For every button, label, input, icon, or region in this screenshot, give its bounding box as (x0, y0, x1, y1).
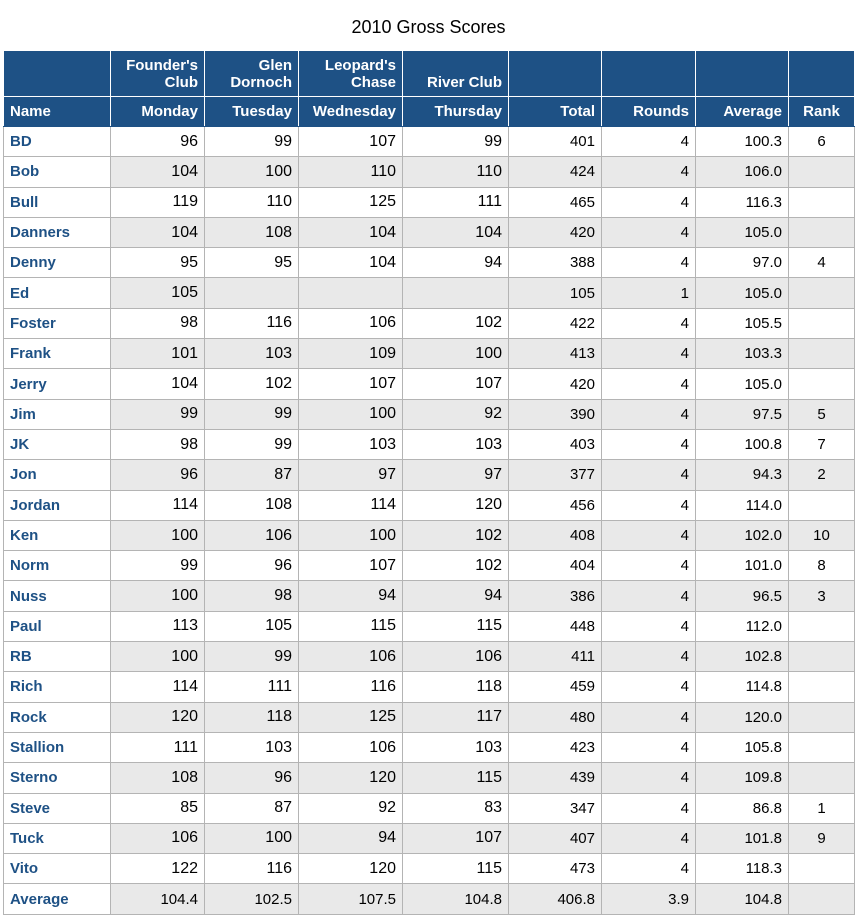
stat-cell: 96.5 (696, 581, 789, 611)
player-name: Stallion (4, 732, 111, 762)
column-header-cell: Average (696, 97, 789, 127)
rank-cell (789, 854, 855, 884)
score-cell: 118 (205, 702, 299, 732)
stat-cell: 4 (602, 248, 696, 278)
score-cell: 99 (205, 127, 299, 157)
stat-cell: 102.8 (696, 642, 789, 672)
rank-cell (789, 187, 855, 217)
score-cell: 103 (205, 732, 299, 762)
score-cell: 116 (299, 672, 403, 702)
score-cell: 96 (205, 763, 299, 793)
rank-cell: 4 (789, 248, 855, 278)
score-cell: 125 (299, 187, 403, 217)
player-name: Rock (4, 702, 111, 732)
rank-cell: 9 (789, 823, 855, 853)
course-header-cell (789, 51, 855, 97)
stat-cell: 4 (602, 551, 696, 581)
score-cell: 95 (205, 248, 299, 278)
score-cell: 92 (299, 793, 403, 823)
player-name: Norm (4, 551, 111, 581)
stat-cell: 4 (602, 763, 696, 793)
stat-cell: 413 (509, 339, 602, 369)
player-name: Ken (4, 520, 111, 550)
stat-cell: 4 (602, 732, 696, 762)
page-title: 2010 Gross Scores (351, 17, 506, 37)
score-cell: 104 (111, 217, 205, 247)
score-cell: 99 (205, 399, 299, 429)
stat-cell: 448 (509, 611, 602, 641)
player-name: Bob (4, 157, 111, 187)
course-header-cell (4, 51, 111, 97)
table-row (4, 611, 855, 641)
rank-cell (789, 763, 855, 793)
score-cell: 104 (111, 369, 205, 399)
score-cell: 108 (205, 490, 299, 520)
table-row (4, 460, 855, 490)
score-cell: 107.5 (299, 884, 403, 914)
stat-cell: 388 (509, 248, 602, 278)
stat-cell: 4 (602, 490, 696, 520)
stat-cell: 4 (602, 399, 696, 429)
player-name: Steve (4, 793, 111, 823)
stat-cell: 105.0 (696, 217, 789, 247)
table-row (4, 490, 855, 520)
score-cell: 106 (299, 732, 403, 762)
score-cell: 100 (299, 399, 403, 429)
table-row (4, 732, 855, 762)
rank-cell: 1 (789, 793, 855, 823)
stat-cell: 105.0 (696, 369, 789, 399)
rank-cell: 8 (789, 551, 855, 581)
stat-cell: 465 (509, 187, 602, 217)
score-cell: 108 (205, 217, 299, 247)
column-header-rank: Rank (789, 97, 855, 127)
table-row (4, 823, 855, 853)
rank-cell: 10 (789, 520, 855, 550)
table-row (4, 127, 855, 157)
stat-cell: 4 (602, 642, 696, 672)
score-cell: 107 (299, 127, 403, 157)
score-cell: 92 (403, 399, 509, 429)
stat-cell: 401 (509, 127, 602, 157)
table-row (4, 399, 855, 429)
score-cell: 105 (111, 278, 205, 308)
player-name: Jon (4, 460, 111, 490)
column-header-name: Name (4, 97, 111, 127)
player-name: Denny (4, 248, 111, 278)
stat-cell: 4 (602, 520, 696, 550)
score-cell: 110 (299, 157, 403, 187)
score-cell: 109 (299, 339, 403, 369)
player-name: Danners (4, 217, 111, 247)
stat-cell: 473 (509, 854, 602, 884)
player-name: Foster (4, 308, 111, 338)
stat-cell: 347 (509, 793, 602, 823)
score-cell: 120 (403, 490, 509, 520)
table-row (4, 248, 855, 278)
table-row (4, 429, 855, 459)
stat-cell: 4 (602, 217, 696, 247)
score-cell: 118 (403, 672, 509, 702)
score-cell: 103 (403, 732, 509, 762)
column-header-cell: Wednesday (299, 97, 403, 127)
stat-cell: 103.3 (696, 339, 789, 369)
stat-cell: 114.8 (696, 672, 789, 702)
stat-cell: 439 (509, 763, 602, 793)
stat-cell: 4 (602, 339, 696, 369)
player-name: Nuss (4, 581, 111, 611)
rank-cell (789, 339, 855, 369)
stat-cell: 4 (602, 429, 696, 459)
score-cell: 98 (205, 581, 299, 611)
score-cell: 102.5 (205, 884, 299, 914)
score-cell: 120 (299, 854, 403, 884)
stat-cell: 390 (509, 399, 602, 429)
rank-cell (789, 732, 855, 762)
rank-cell: 2 (789, 460, 855, 490)
score-cell: 115 (403, 763, 509, 793)
score-cell: 102 (205, 369, 299, 399)
course-header-cell (602, 51, 696, 97)
score-cell: 95 (111, 248, 205, 278)
stat-cell: 420 (509, 217, 602, 247)
score-cell: 111 (205, 672, 299, 702)
player-name: Jim (4, 399, 111, 429)
stat-cell: 4 (602, 157, 696, 187)
score-cell: 115 (403, 611, 509, 641)
score-cell: 99 (205, 429, 299, 459)
score-cell: 99 (403, 127, 509, 157)
score-cell: 120 (111, 702, 205, 732)
stat-cell: 94.3 (696, 460, 789, 490)
rank-cell (789, 369, 855, 399)
score-cell: 87 (205, 793, 299, 823)
stat-cell: 4 (602, 854, 696, 884)
score-cell: 120 (299, 763, 403, 793)
stat-cell: 377 (509, 460, 602, 490)
rank-cell (789, 308, 855, 338)
stat-cell: 4 (602, 581, 696, 611)
player-name: Average (4, 884, 111, 914)
stat-cell: 120.0 (696, 702, 789, 732)
score-cell: 102 (403, 520, 509, 550)
score-cell: 104 (299, 248, 403, 278)
player-name: Jordan (4, 490, 111, 520)
score-cell: 96 (205, 551, 299, 581)
rank-cell: 5 (789, 399, 855, 429)
stat-cell: 105.0 (696, 278, 789, 308)
score-cell: 103 (403, 429, 509, 459)
stat-cell: 408 (509, 520, 602, 550)
table-row (4, 187, 855, 217)
stat-cell: 4 (602, 369, 696, 399)
course-header-cell: Leopard's Chase (299, 51, 403, 97)
stat-cell: 4 (602, 308, 696, 338)
score-cell: 99 (205, 642, 299, 672)
stat-cell: 480 (509, 702, 602, 732)
score-cell: 116 (205, 854, 299, 884)
score-cell: 111 (111, 732, 205, 762)
stat-cell: 100.8 (696, 429, 789, 459)
table-row (4, 702, 855, 732)
stat-cell: 406.8 (509, 884, 602, 914)
stat-cell: 118.3 (696, 854, 789, 884)
score-cell: 85 (111, 793, 205, 823)
stat-cell: 4 (602, 823, 696, 853)
average-row (4, 884, 855, 914)
score-cell: 107 (299, 551, 403, 581)
score-cell (403, 278, 509, 308)
stat-cell: 105.8 (696, 732, 789, 762)
stat-cell: 116.3 (696, 187, 789, 217)
rank-cell (789, 157, 855, 187)
stat-cell: 105.5 (696, 308, 789, 338)
score-cell: 114 (111, 490, 205, 520)
score-cell: 107 (299, 369, 403, 399)
stat-cell: 456 (509, 490, 602, 520)
score-cell: 125 (299, 702, 403, 732)
rank-cell (789, 278, 855, 308)
stat-cell: 112.0 (696, 611, 789, 641)
score-cell: 106 (111, 823, 205, 853)
score-cell: 107 (403, 369, 509, 399)
stat-cell: 403 (509, 429, 602, 459)
stat-cell: 404 (509, 551, 602, 581)
stat-cell: 420 (509, 369, 602, 399)
score-cell: 116 (205, 308, 299, 338)
score-cell: 94 (403, 248, 509, 278)
score-cell: 102 (403, 308, 509, 338)
stat-cell: 86.8 (696, 793, 789, 823)
column-header-cell: Thursday (403, 97, 509, 127)
course-header-cell (696, 51, 789, 97)
score-cell: 119 (111, 187, 205, 217)
stat-cell: 422 (509, 308, 602, 338)
stat-cell: 100.3 (696, 127, 789, 157)
table-row (4, 672, 855, 702)
score-cell: 100 (111, 581, 205, 611)
table-row (4, 581, 855, 611)
score-cell: 100 (205, 157, 299, 187)
player-name: JK (4, 429, 111, 459)
score-cell: 111 (403, 187, 509, 217)
score-cell: 114 (111, 672, 205, 702)
player-name: Vito (4, 854, 111, 884)
score-cell: 87 (205, 460, 299, 490)
stat-cell: 97.0 (696, 248, 789, 278)
table-row (4, 339, 855, 369)
score-cell: 94 (299, 581, 403, 611)
rank-cell (789, 672, 855, 702)
rank-cell (789, 490, 855, 520)
stat-cell: 101.8 (696, 823, 789, 853)
stat-cell: 407 (509, 823, 602, 853)
scores-table (3, 50, 855, 915)
score-cell: 96 (111, 460, 205, 490)
score-cell: 108 (111, 763, 205, 793)
score-cell: 104 (111, 157, 205, 187)
rank-cell (789, 884, 855, 914)
column-header-cell: Total (509, 97, 602, 127)
score-cell: 104.4 (111, 884, 205, 914)
score-cell: 94 (299, 823, 403, 853)
score-cell: 106 (299, 642, 403, 672)
score-cell (205, 278, 299, 308)
table-row (4, 551, 855, 581)
score-cell: 106 (205, 520, 299, 550)
stat-cell: 4 (602, 187, 696, 217)
player-name: Tuck (4, 823, 111, 853)
course-header-cell: River Club (403, 51, 509, 97)
score-cell: 83 (403, 793, 509, 823)
stat-cell: 4 (602, 611, 696, 641)
score-cell: 115 (403, 854, 509, 884)
player-name: Sterno (4, 763, 111, 793)
rank-cell: 7 (789, 429, 855, 459)
table-row (4, 642, 855, 672)
table-row (4, 793, 855, 823)
score-cell: 105 (205, 611, 299, 641)
table-row (4, 369, 855, 399)
stat-cell: 4 (602, 793, 696, 823)
player-name: Frank (4, 339, 111, 369)
score-cell: 104 (403, 217, 509, 247)
player-name: Paul (4, 611, 111, 641)
course-header-cell (509, 51, 602, 97)
rank-cell (789, 642, 855, 672)
score-cell: 102 (403, 551, 509, 581)
score-cell: 99 (111, 399, 205, 429)
score-cell: 98 (111, 429, 205, 459)
stat-cell: 4 (602, 460, 696, 490)
score-cell: 97 (403, 460, 509, 490)
score-cell: 107 (403, 823, 509, 853)
score-cell: 101 (111, 339, 205, 369)
stat-cell: 109.8 (696, 763, 789, 793)
stat-cell: 102.0 (696, 520, 789, 550)
rank-cell: 3 (789, 581, 855, 611)
score-cell: 114 (299, 490, 403, 520)
score-cell: 106 (299, 308, 403, 338)
table-row (4, 217, 855, 247)
stat-cell: 106.0 (696, 157, 789, 187)
score-cell: 106 (403, 642, 509, 672)
player-name: BD (4, 127, 111, 157)
rank-cell (789, 611, 855, 641)
player-name: Rich (4, 672, 111, 702)
course-header-row (4, 51, 855, 97)
score-cell: 103 (205, 339, 299, 369)
stat-cell: 4 (602, 127, 696, 157)
table-row (4, 157, 855, 187)
score-cell: 100 (111, 642, 205, 672)
stat-cell: 423 (509, 732, 602, 762)
column-header-cell: Monday (111, 97, 205, 127)
course-header-cell: Glen Dornoch (205, 51, 299, 97)
score-cell: 96 (111, 127, 205, 157)
table-row (4, 763, 855, 793)
score-cell: 122 (111, 854, 205, 884)
score-cell: 103 (299, 429, 403, 459)
score-cell: 104 (299, 217, 403, 247)
course-header-cell: Founder's Club (111, 51, 205, 97)
table-row (4, 854, 855, 884)
stat-cell: 459 (509, 672, 602, 702)
stat-cell: 104.8 (696, 884, 789, 914)
player-name: RB (4, 642, 111, 672)
stat-cell: 3.9 (602, 884, 696, 914)
stat-cell: 424 (509, 157, 602, 187)
score-cell: 97 (299, 460, 403, 490)
stat-cell: 411 (509, 642, 602, 672)
score-cell: 104.8 (403, 884, 509, 914)
rank-cell: 6 (789, 127, 855, 157)
score-cell (299, 278, 403, 308)
stat-cell: 101.0 (696, 551, 789, 581)
rank-cell (789, 217, 855, 247)
stat-cell: 97.5 (696, 399, 789, 429)
column-header-cell: Rounds (602, 97, 696, 127)
stat-cell: 4 (602, 672, 696, 702)
score-cell: 117 (403, 702, 509, 732)
score-cell: 100 (205, 823, 299, 853)
stat-cell: 105 (509, 278, 602, 308)
stat-cell: 114.0 (696, 490, 789, 520)
day-header-row (4, 97, 855, 127)
score-cell: 113 (111, 611, 205, 641)
score-cell: 98 (111, 308, 205, 338)
player-name: Ed (4, 278, 111, 308)
table-row (4, 520, 855, 550)
score-cell: 94 (403, 581, 509, 611)
score-cell: 99 (111, 551, 205, 581)
stat-cell: 1 (602, 278, 696, 308)
score-cell: 100 (299, 520, 403, 550)
score-cell: 110 (205, 187, 299, 217)
player-name: Bull (4, 187, 111, 217)
score-cell: 110 (403, 157, 509, 187)
stat-cell: 386 (509, 581, 602, 611)
table-row (4, 278, 855, 308)
rank-cell (789, 702, 855, 732)
table-row (4, 308, 855, 338)
column-header-cell: Tuesday (205, 97, 299, 127)
score-cell: 115 (299, 611, 403, 641)
player-name: Jerry (4, 369, 111, 399)
score-cell: 100 (111, 520, 205, 550)
stat-cell: 4 (602, 702, 696, 732)
score-cell: 100 (403, 339, 509, 369)
